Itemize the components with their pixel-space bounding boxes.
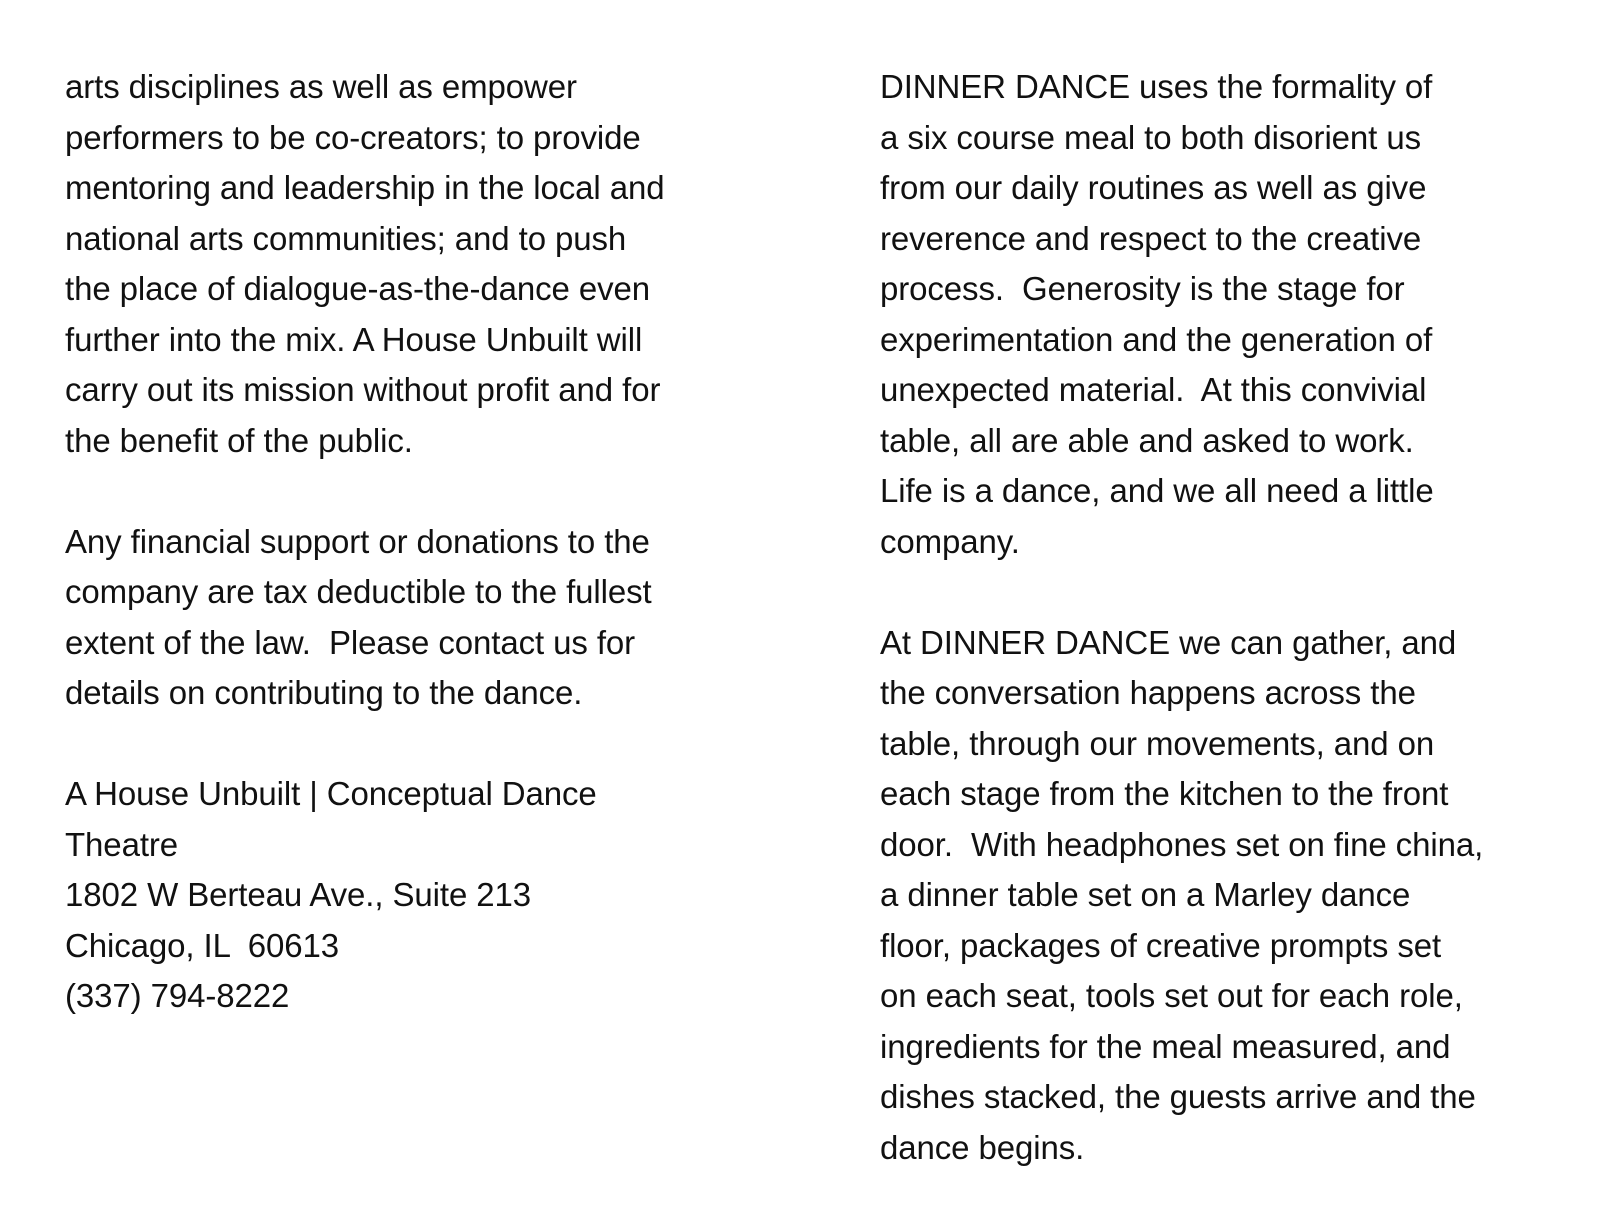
text-line: dishes stacked, the guests arrive and the	[880, 1078, 1476, 1115]
text-line: floor, packages of creative prompts set	[880, 926, 1442, 964]
text-line: the benefit of the public.	[65, 421, 413, 459]
paragraph-spacer	[65, 466, 785, 517]
text-line: a dinner table set on a Marley dance	[880, 876, 1411, 913]
text-line: performers to be co-creators; to provide	[65, 118, 641, 156]
text-line: arts disciplines as well as empower	[65, 68, 577, 105]
text-line: each stage from the kitchen to the front	[880, 775, 1449, 812]
text-line: a six course meal to both disorient us	[880, 118, 1421, 156]
text-line: process. Generosity is the stage for	[880, 270, 1405, 307]
text-line: the place of dialogue-as-the-dance even	[65, 270, 651, 307]
text-line: Life is a dance, and we all need a little	[880, 472, 1434, 509]
text-line: experimentation and the generation of	[880, 320, 1433, 358]
text-line: national arts communities; and to push	[65, 219, 627, 257]
text-line: carry out its mission without profit and for	[65, 371, 661, 408]
left-column	[65, 62, 785, 1022]
text-line: Any financial support or donations to the	[65, 522, 650, 560]
right-column	[880, 62, 1580, 1173]
text-line: door. With headphones set on fine china,	[880, 825, 1484, 863]
organization-name-continued: Theatre	[65, 825, 179, 863]
mission-paragraph	[65, 62, 785, 466]
text-line: extent of the law. Please contact us for	[65, 623, 636, 661]
text-line: from our daily routines as well as give	[880, 169, 1427, 206]
paragraph-spacer	[65, 719, 785, 770]
text-line: further into the mix. A House Unbuilt will	[65, 320, 643, 358]
phone-number: (337) 794-8222	[65, 977, 290, 1014]
intro-paragraph	[880, 62, 1580, 567]
text-line: At DINNER DANCE we can gather, and	[880, 623, 1457, 661]
text-line: reverence and respect to the creative	[880, 219, 1422, 257]
donation-paragraph	[65, 517, 785, 719]
text-line: details on contributing to the dance.	[65, 674, 583, 711]
text-line: DINNER DANCE uses the formality of	[880, 68, 1433, 105]
text-line: company are tax deductible to the fullest	[65, 573, 652, 610]
text-line: mentoring and leadership in the local and	[65, 169, 665, 206]
organization-name: A House Unbuilt | Conceptual Dance	[65, 775, 597, 812]
text-line: the conversation happens across the	[880, 674, 1416, 711]
text-line: company.	[880, 522, 1020, 560]
paragraph-spacer	[880, 567, 1580, 618]
street-address: 1802 W Berteau Ave., Suite 213	[65, 876, 532, 913]
city-state-zip: Chicago, IL 60613	[65, 926, 340, 964]
contact-address-block	[65, 769, 785, 1022]
text-line: unexpected material. At this convivial	[880, 371, 1427, 408]
text-line: ingredients for the meal measured, and	[880, 1027, 1451, 1065]
text-line: on each seat, tools set out for each role,	[880, 977, 1463, 1014]
text-line: table, all are able and asked to work.	[880, 421, 1414, 459]
text-line: dance begins.	[880, 1128, 1085, 1166]
text-line: table, through our movements, and on	[880, 724, 1435, 762]
gather-paragraph	[880, 618, 1580, 1174]
